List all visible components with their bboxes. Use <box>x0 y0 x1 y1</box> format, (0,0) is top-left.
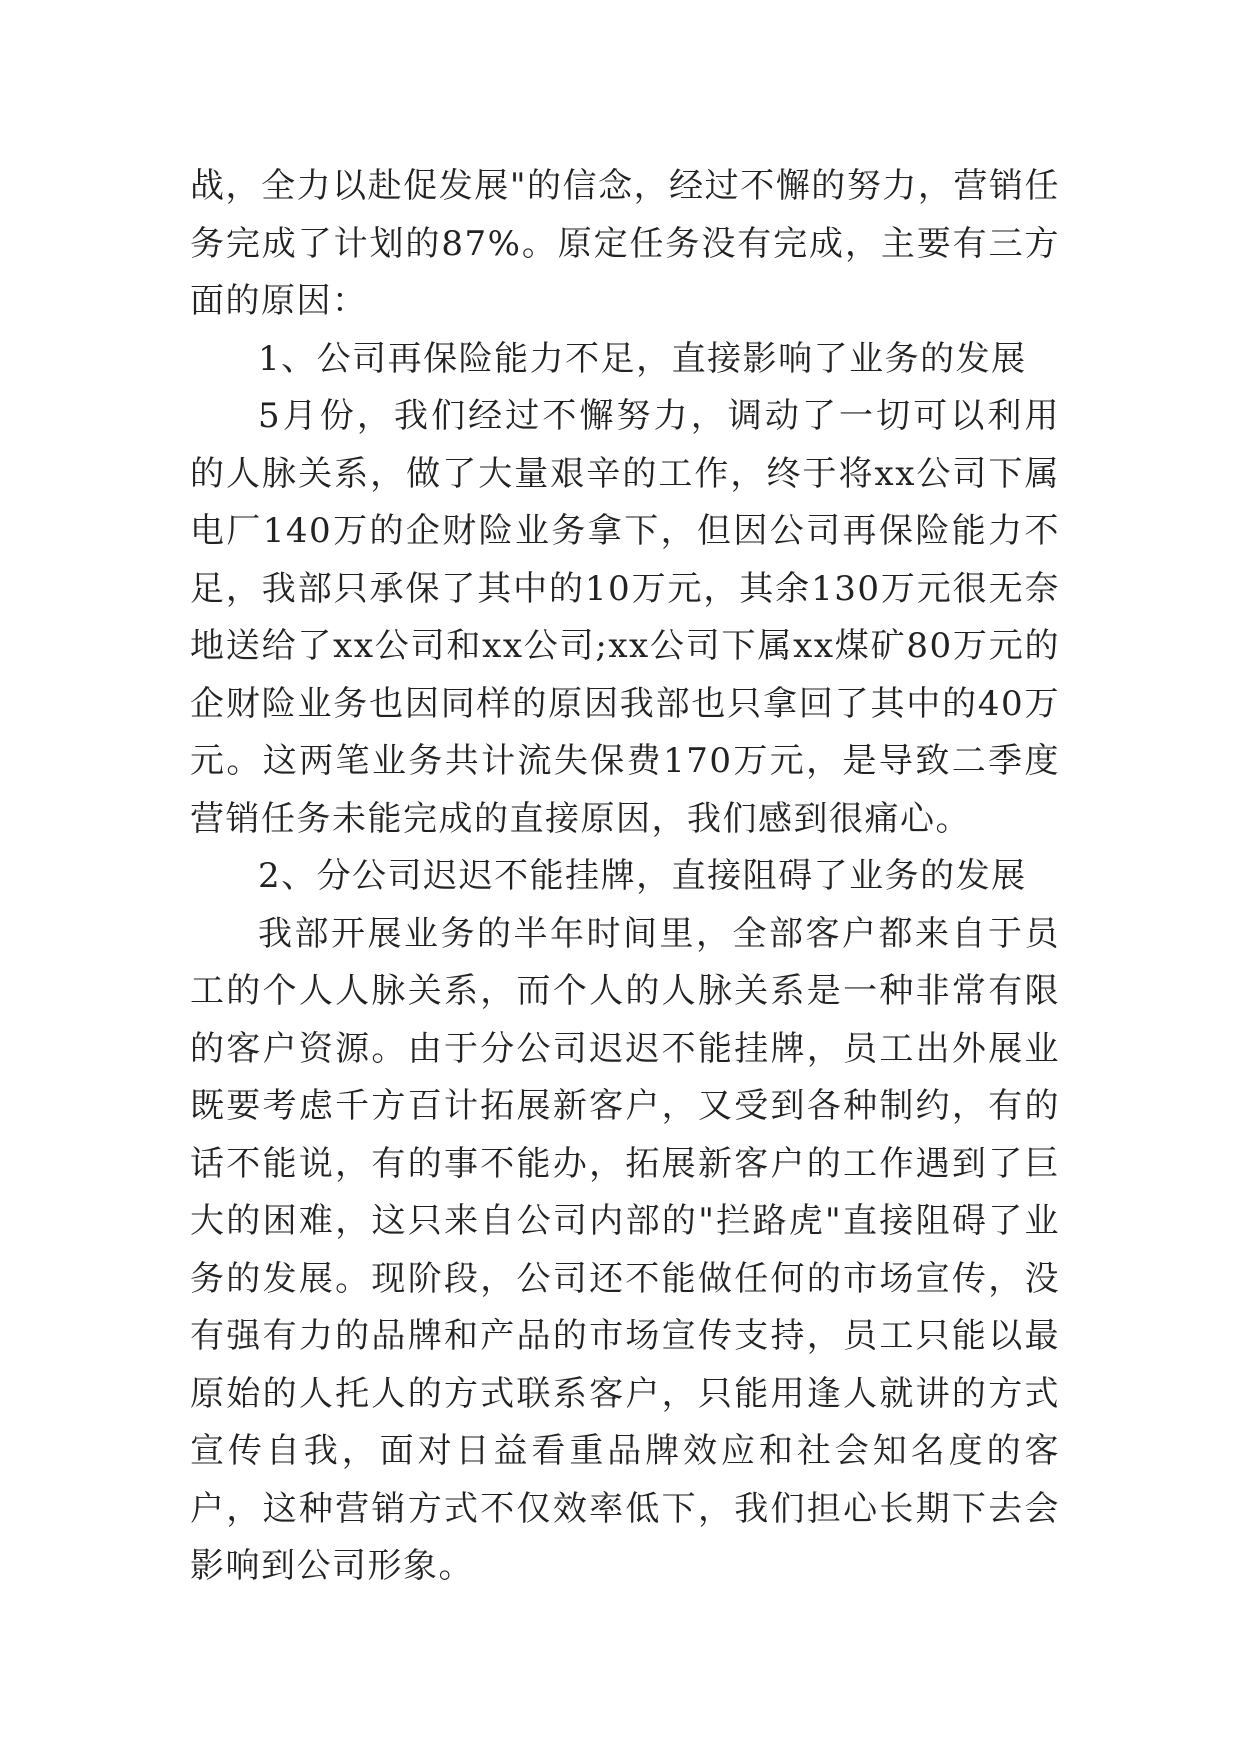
paragraph-reason-1-detail: 5月份，我们经过不懈努力，调动了一切可以利用的人脉关系，做了大量艰辛的工作，终于将xx公司下属电厂140万的企财险业务拿下，但因公司再保险能力不足，我部只承保了其中的10万元，其余130万元很无奈地送给了xx公司和xx公司;xx公司下属xx煤矿80万元的企财险业务也因同样的原因我部也只拿回了其中的40万元。这两笔业务共计流失保费170万元，是导致二季度营销任务未能完成的直接原因，我们感到很痛心。 <box>190 396 1060 839</box>
document-body <box>190 158 1060 1596</box>
paragraph-continuation: 战，全力以赴促发展"的信念，经过不懈的努力，营销任务完成了计划的87%。原定任务没有完成，主要有三方面的原因： <box>190 166 1060 321</box>
paragraph-heading-reason-2: 2、分公司迟迟不能挂牌，直接阻碍了业务的发展 <box>258 856 1027 896</box>
paragraph-heading-reason-1: 1、公司再保险能力不足，直接影响了业务的发展 <box>258 338 1027 379</box>
paragraph-reason-2-detail: 我部开展业务的半年时间里，全部客户都来自于员工的个人人脉关系，而个人的人脉关系是一种非常有限的客户资源。由于分公司迟迟不能挂牌，员工出外展业既要考虑千方百计拓展新客户，又受到各种制约，有的话不能说，有的事不能办，拓展新客户的工作遇到了巨大的困难，这只来自公司内部的"拦路虎"直接阻碍了业务的发展。现阶段，公司还不能做任何的市场宣传，没有强有力的品牌和产品的市场宣传支持，员工只能以最原始的人托人的方式联系客户，只能用逢人就讲的方式宣传自我，面对日益看重品牌效应和社会知名度的客户，这种营销方式不仅效率低下，我们担心长期下去会影响到公司形象。 <box>190 913 1060 1586</box>
